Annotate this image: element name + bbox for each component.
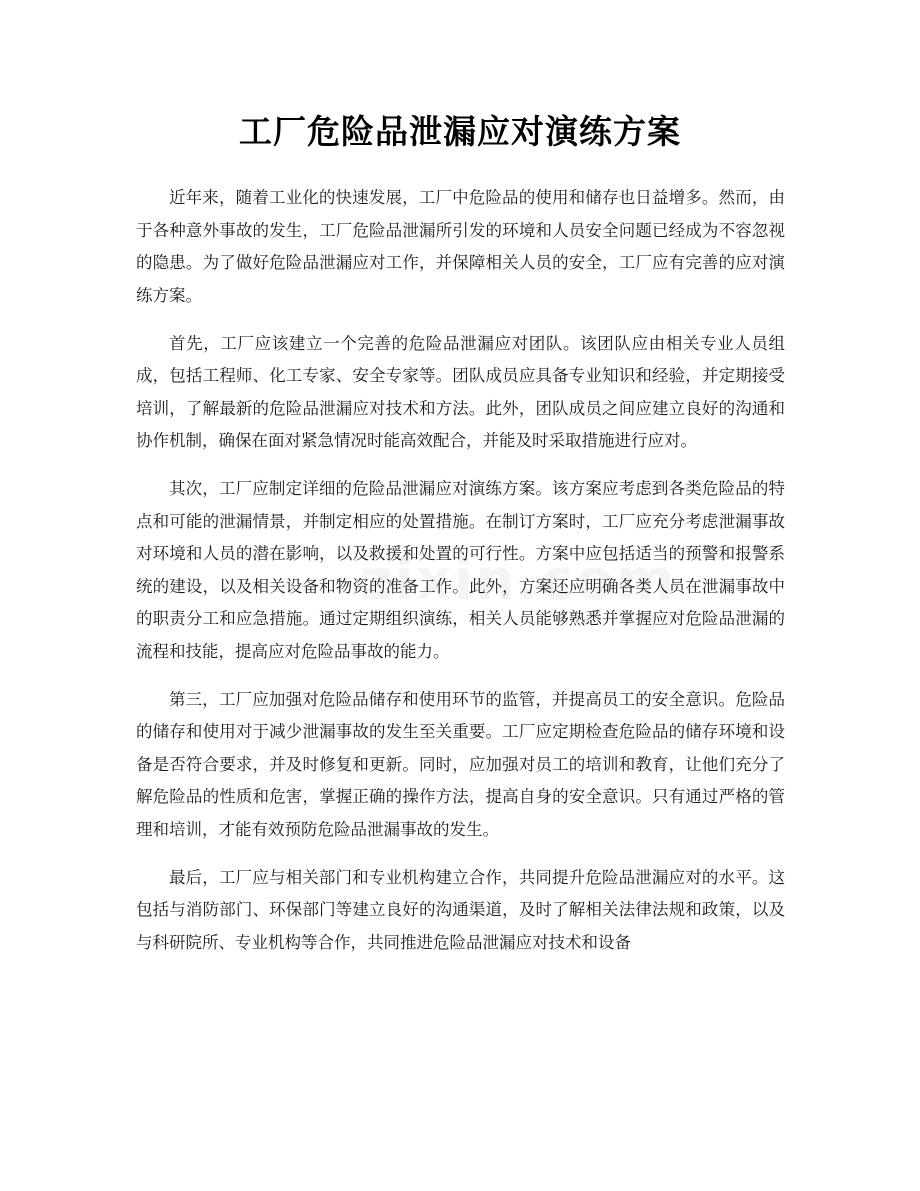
paragraph-third: 第三，工厂应加强对危险品储存和使用环节的监管，并提高员工的安全意识。危险品的储存和使用对于减少泄漏事故的发生至关重要。工厂应定期检查危险品的储存环境和设备是否符合要求，并及时修复和更新。同时，应加强对员工的培训和教育，让他们充分了解危险品的性质和危害，掌握正确的操作方法，提高自身的安全意识。只有通过严格的管理和培训，才能有效预防危险品泄漏事故的发生。	[136, 689, 785, 839]
paragraph-intro: 近年来，随着工业化的快速发展，工厂中危险品的使用和储存也日益增多。然而，由于各种意外事故的发生，工厂危险品泄漏所引发的环境和人员安全问题已经成为不容忽视的隐患。为了做好危险品泄漏应对工作，并保障相关人员的安全，工厂应有完善的应对演练方案。	[136, 188, 785, 305]
document-title: 工厂危险品泄漏应对演练方案	[239, 112, 681, 151]
paragraph-first: 首先，工厂应该建立一个完善的危险品泄漏应对团队。该团队应由相关专业人员组成，包括工程师、化工专家、安全专家等。团队成员应具备专业知识和经验，并定期接受培训，了解最新的危险品泄漏应对技术和方法。此外，团队成员之间应建立良好的沟通和协作机制，确保在面对紧急情况时能高效配合，并能及时采取措施进行应对。	[136, 333, 785, 450]
document-body	[136, 182, 785, 975]
paragraph-last: 最后，工厂应与相关部门和专业机构建立合作，共同提升危险品泄漏应对的水平。这包括与消防部门、环保部门等建立良好的沟通渠道，及时了解相关法律法规和政策，以及与科研院所、专业机构等合作，共同推进危险品泄漏应对技术和设备	[136, 867, 785, 952]
paragraph-second: 其次，工厂应制定详细的危险品泄漏应对演练方案。该方案应考虑到各类危险品的特点和可能的泄漏情景，并制定相应的处置措施。在制订方案时，工厂应充分考虑泄漏事故对环境和人员的潜在影响，以及救援和处置的可行性。方案中应包括适当的预警和报警系统的建设，以及相关设备和物资的准备工作。此外，方案还应明确各类人员在泄漏事故中的职责分工和应急措施。通过定期组织演练，相关人员能够熟悉并掌握应对危险品泄漏的流程和技能，提高应对危险品事故的能力。	[136, 479, 785, 661]
